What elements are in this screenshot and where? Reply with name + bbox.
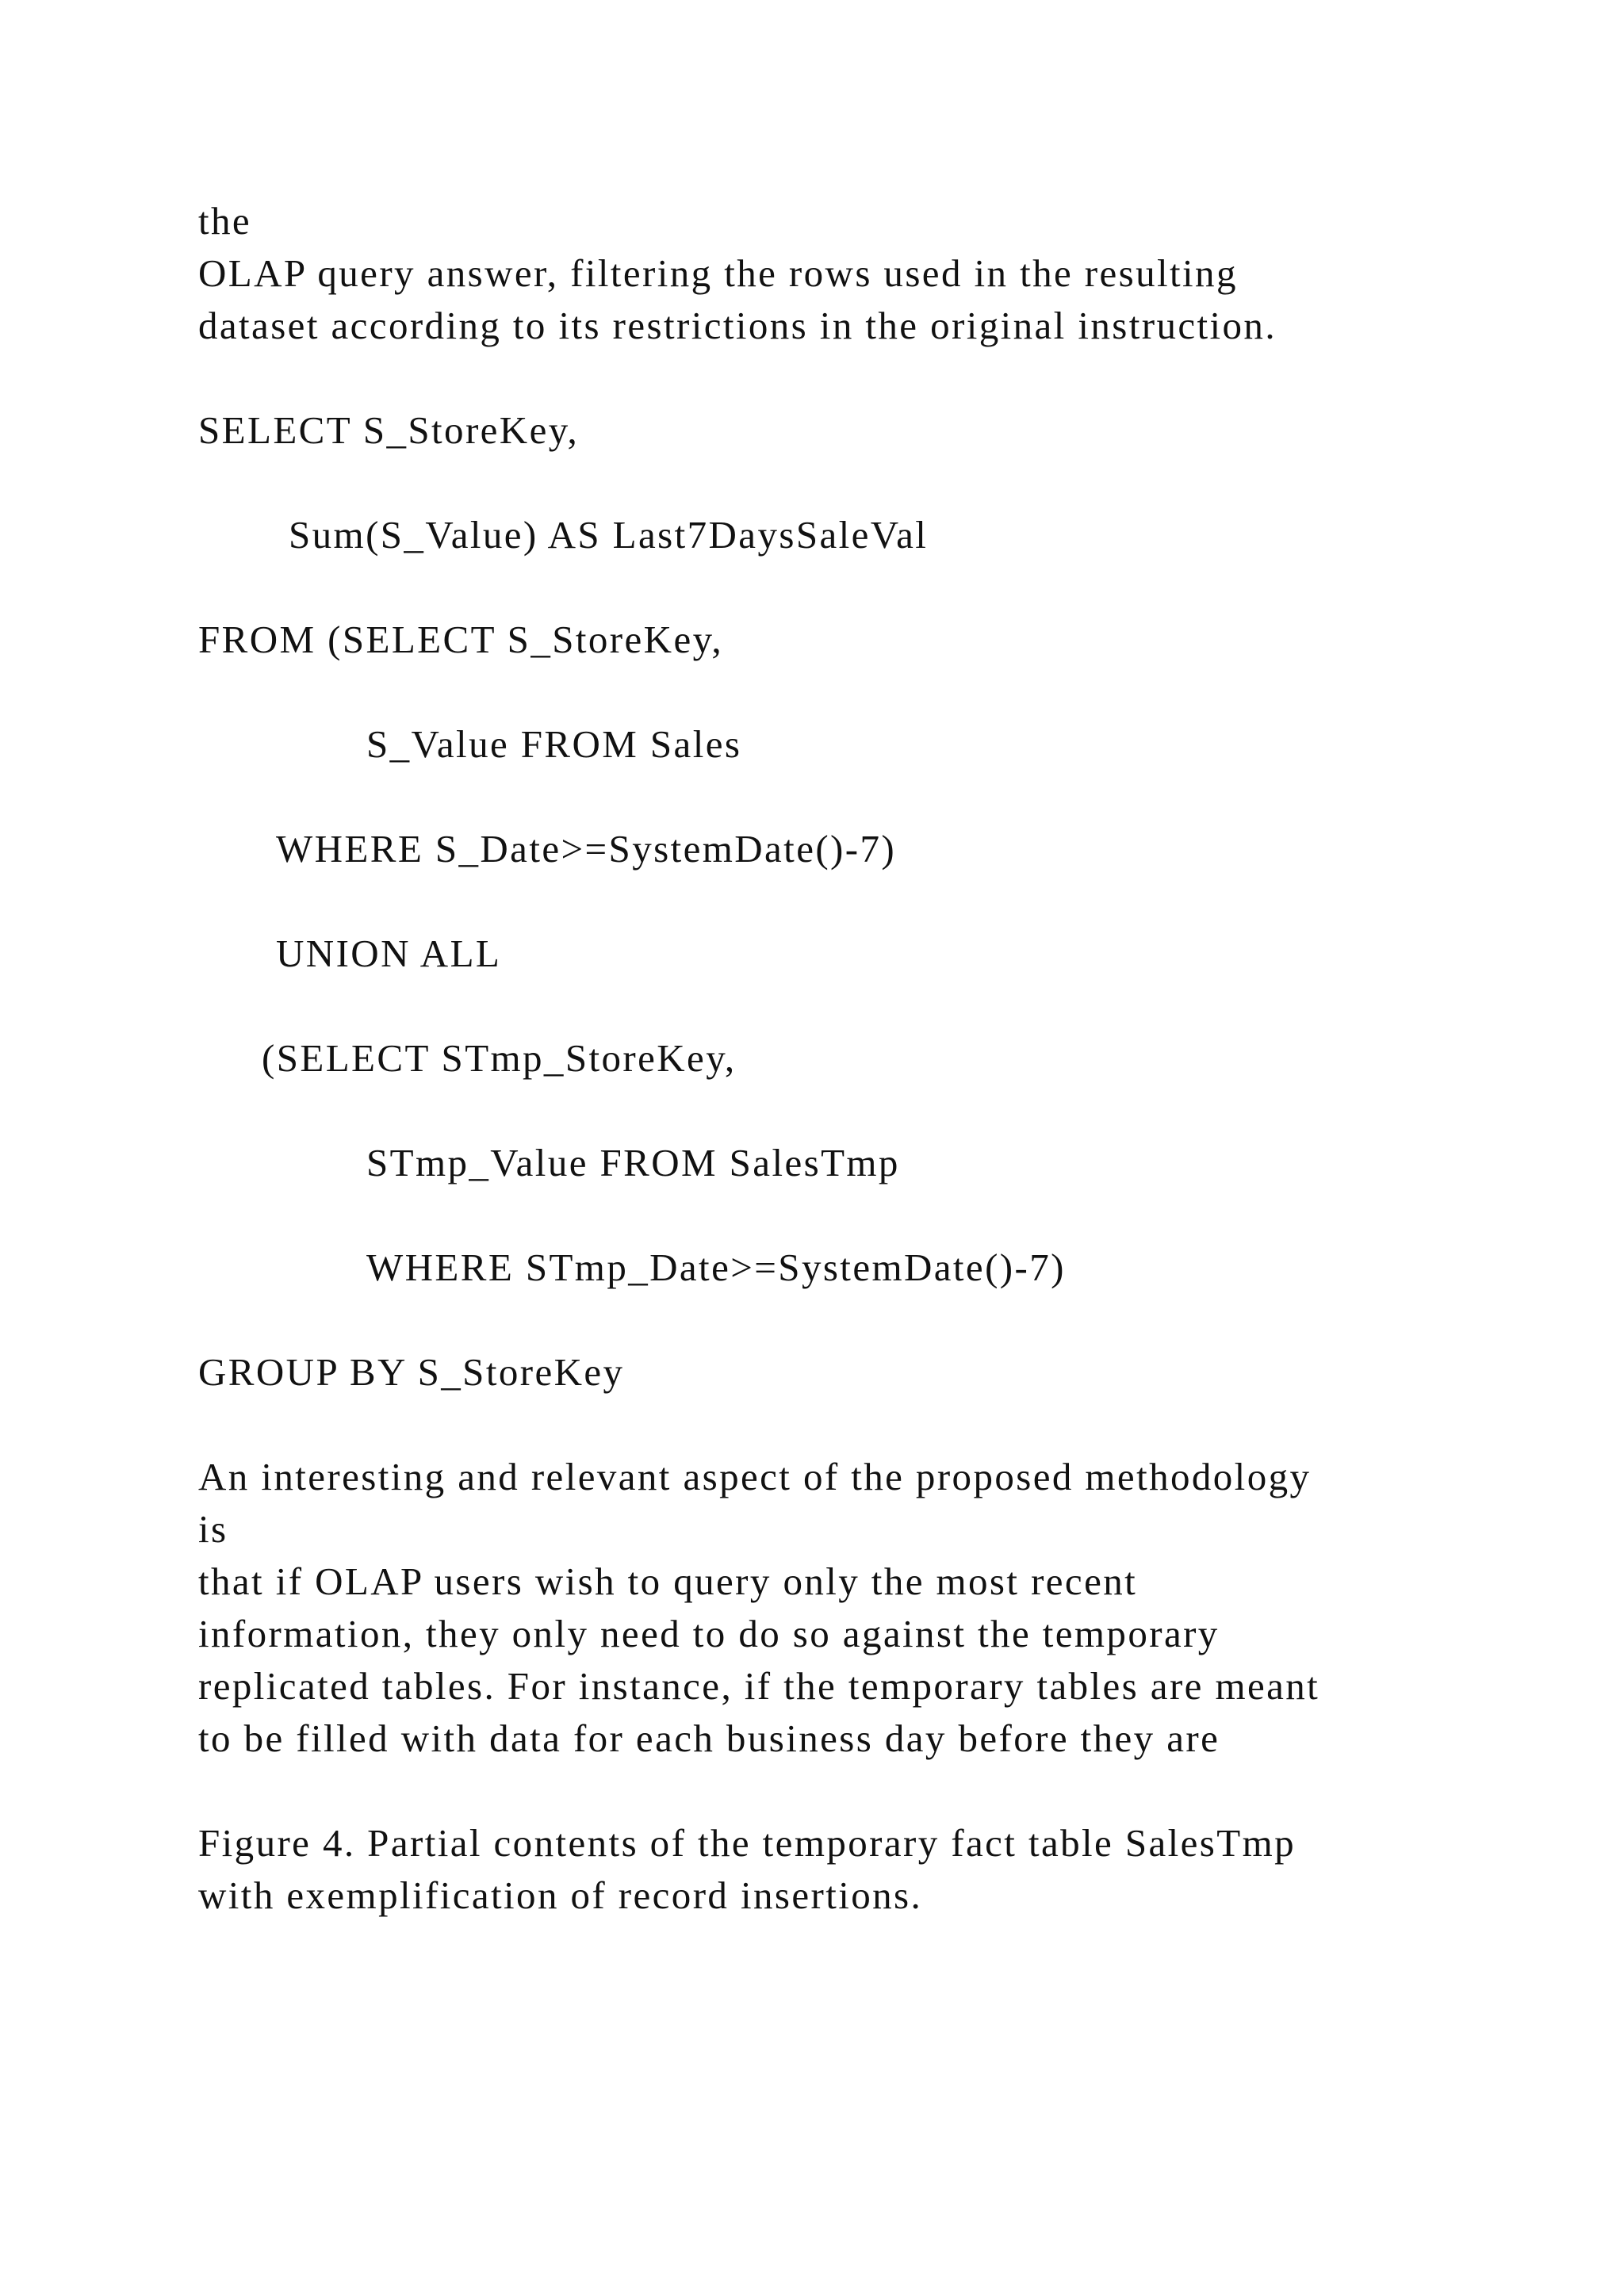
code-line-where-tmp-date: WHERE STmp_Date>=SystemDate()-7) (366, 1246, 1066, 1289)
code-line-where-date: WHERE S_Date>=SystemDate()-7) (276, 827, 897, 871)
paragraph-2-line-2: is (198, 1507, 228, 1551)
code-line-value-from-salestmp: STmp_Value FROM SalesTmp (366, 1141, 900, 1184)
paragraph-1-line-1: the (198, 199, 252, 243)
code-line-value-from-sales: S_Value FROM Sales (366, 722, 742, 766)
figure-caption-line-2: with exemplification of record insertions. (198, 1873, 923, 1917)
code-line-sum: Sum(S_Value) AS Last7DaysSaleVal (289, 513, 929, 557)
paragraph-2-line-6: to be filled with data for each business day before they are (198, 1716, 1220, 1760)
code-line-group-by: GROUP BY S_StoreKey (198, 1350, 625, 1394)
paragraph-1-line-2: OLAP query answer, filtering the rows used in the resulting (198, 251, 1238, 295)
paragraph-1-line-3: dataset according to its restrictions in the original instruction. (198, 304, 1277, 347)
paragraph-2-line-4: information, they only need to do so against the temporary (198, 1612, 1220, 1655)
figure-caption-line-1: Figure 4. Partial contents of the temporary fact table SalesTmp (198, 1821, 1296, 1865)
paragraph-2-line-3: that if OLAP users wish to query only the most recent (198, 1559, 1138, 1603)
paragraph-2-line-5: replicated tables. For instance, if the temporary tables are meant (198, 1664, 1320, 1708)
code-line-select-tmp: (SELECT STmp_StoreKey, (262, 1036, 737, 1080)
paragraph-2-line-1: An interesting and relevant aspect of the proposed methodology (198, 1455, 1312, 1498)
code-line-union-all: UNION ALL (276, 932, 502, 975)
code-line-select: SELECT S_StoreKey, (198, 408, 580, 452)
code-line-from: FROM (SELECT S_StoreKey, (198, 618, 723, 661)
